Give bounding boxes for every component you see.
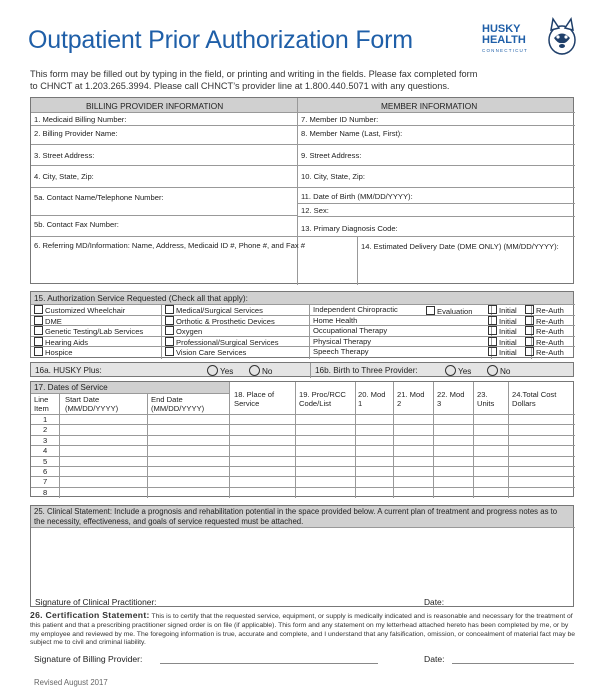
field-member-street[interactable]: 9. Street Address: — [301, 151, 362, 160]
evaluation-checkbox[interactable] — [426, 306, 435, 315]
checkbox-icon[interactable] — [34, 326, 43, 335]
col-start-date: Start Date (MM/DD/YYYY) — [65, 395, 119, 413]
field-provider-city[interactable]: 4. City, State, Zip: — [34, 172, 94, 181]
husky-plus-label: 16a. HUSKY Plus: — [35, 366, 102, 375]
initial-option[interactable]: Initial — [488, 316, 517, 326]
col-proc-code: 19. Proc/RCC Code/List — [299, 390, 346, 408]
radio-icon[interactable] — [207, 365, 218, 376]
checkbox-icon[interactable] — [165, 337, 174, 346]
field-member-id[interactable]: 7. Member ID Number: — [301, 115, 379, 124]
certification-statement — [30, 611, 578, 648]
col-mod1: 20. Mod 1 — [358, 390, 386, 408]
service-option[interactable]: Occupational Therapy — [313, 326, 388, 335]
checkbox-icon[interactable] — [525, 347, 534, 356]
initial-option[interactable]: Initial — [488, 305, 517, 315]
member-header: MEMBER INFORMATION — [381, 101, 478, 111]
line-item-number: 7 — [43, 477, 48, 487]
table-row[interactable] — [60, 487, 574, 497]
page-title: Outpatient Prior Authorization Form — [28, 26, 413, 54]
husky-plus-yes[interactable]: Yes — [207, 365, 233, 376]
checkbox-icon[interactable] — [165, 305, 174, 314]
checkbox-icon[interactable] — [165, 347, 174, 356]
field-contact-fax[interactable]: 5b. Contact Fax Number: — [34, 220, 119, 229]
field-medicaid-billing-number[interactable]: 1. Medicaid Billing Number: — [34, 115, 127, 124]
radio-icon[interactable] — [487, 365, 498, 376]
logo-line2: HEALTH — [482, 34, 526, 46]
field-member-name[interactable]: 8. Member Name (Last, First): — [301, 129, 403, 138]
reauth-option[interactable]: Re-Auth — [525, 316, 564, 326]
service-option[interactable]: Speech Therapy — [313, 347, 369, 356]
table-row[interactable] — [60, 445, 574, 455]
initial-option[interactable]: Initial — [488, 326, 517, 336]
intro-text: This form may be filled out by typing in the field, or printing and writing in the fields. Please fax completed form to CHNCT at 1.203.265.3994. Please call CHNCT’s provider line at 1.800.440.5071 with any questions. — [30, 69, 478, 91]
certification-title: 26. Certification Statement: — [30, 610, 150, 620]
husky-plus-no[interactable]: No — [249, 365, 272, 376]
reauth-option[interactable]: Re-Auth — [525, 305, 564, 315]
field-billing-provider-name[interactable]: 2. Billing Provider Name: — [34, 129, 118, 138]
service-option[interactable]: Customized Wheelchair — [34, 305, 125, 315]
field-delivery-date[interactable]: 14. Estimated Delivery Date (DME ONLY) (MM/DD/YYYY): — [361, 242, 559, 251]
service-option[interactable]: Home Health — [313, 315, 358, 325]
col-place-of-service: 18. Place of Service — [234, 390, 275, 408]
field-contact-name-phone[interactable]: 5a. Contact Name/Telephone Number: — [34, 193, 164, 202]
checkbox-icon[interactable] — [34, 337, 43, 346]
birth-three-no[interactable]: No — [487, 365, 510, 376]
service-option[interactable]: DME — [34, 316, 62, 326]
field-sex[interactable]: 12. Sex: — [301, 206, 329, 215]
husky-health-logo — [482, 16, 582, 64]
line-item-number: 2 — [43, 425, 48, 435]
col-line-item: Line Item — [34, 395, 49, 413]
checkbox-icon[interactable] — [525, 326, 534, 335]
line-item-number: 5 — [43, 456, 48, 466]
table-row[interactable] — [60, 456, 574, 466]
billing-signature-line[interactable] — [160, 663, 378, 664]
col-end-date: End Date (MM/DD/YYYY) — [151, 395, 205, 413]
field-date-of-birth[interactable]: 11. Date of Birth (MM/DD/YYYY): — [301, 192, 413, 201]
table-row[interactable] — [60, 424, 574, 434]
table-row[interactable] — [60, 435, 574, 445]
service-option[interactable]: Oxygen — [165, 326, 202, 336]
checkbox-icon[interactable] — [165, 316, 174, 325]
revised-date: Revised August 2017 — [34, 678, 108, 687]
reauth-option[interactable]: Re-Auth — [525, 326, 564, 336]
reauth-option[interactable]: Re-Auth — [525, 337, 564, 347]
dates-header: 17. Dates of Service — [34, 383, 108, 392]
initial-option[interactable]: Initial — [488, 347, 517, 357]
service-option[interactable]: Hearing Aids — [34, 337, 88, 347]
line-item-number: 8 — [43, 487, 48, 497]
radio-icon[interactable] — [445, 365, 456, 376]
service-option[interactable]: Vision Care Services — [165, 347, 246, 357]
services-header: 15. Authorization Service Requested (Check all that apply): — [34, 294, 248, 303]
clinical-statement-input[interactable] — [31, 528, 575, 594]
clinician-signature-label: Signature of Clinical Practitioner: — [35, 597, 157, 607]
field-member-city[interactable]: 10. City, State, Zip: — [301, 172, 366, 181]
line-item-number: 3 — [43, 435, 48, 445]
checkbox-icon[interactable] — [165, 326, 174, 335]
clinical-section — [30, 505, 574, 607]
provider-header: BILLING PROVIDER INFORMATION — [86, 101, 224, 111]
radio-icon[interactable] — [249, 365, 260, 376]
col-mod3: 22. Mod 3 — [437, 390, 465, 408]
field-referring-md[interactable]: 6. Referring MD/Information: Name, Address, Medicaid ID #, Phone #, and Fax # — [34, 241, 305, 250]
clinical-statement-label: 25. Clinical Statement: Include a prognosis and rehabilitation potential in the space provided below. A current plan of treatment and progress notes as to the necessity, effectiveness, and goals of service requested must be attached. — [34, 507, 558, 526]
field-primary-diagnosis[interactable]: 13. Primary Diagnosis Code: — [301, 224, 398, 233]
checkbox-icon[interactable] — [488, 305, 497, 314]
line-item-number: 1 — [43, 415, 48, 424]
logo-line3: CONNECTICUT — [482, 48, 528, 53]
evaluation-option[interactable]: Evaluation — [426, 306, 472, 316]
checkbox-icon[interactable] — [488, 347, 497, 356]
billing-date-line[interactable] — [452, 663, 574, 664]
service-option[interactable]: Orthotic & Prosthetic Devices — [165, 316, 275, 326]
service-option[interactable]: Physical Therapy — [313, 336, 372, 346]
birth-three-label: 16b. Birth to Three Provider: — [315, 366, 418, 375]
certification-text: This is to certify that the requested service, equipment, or supply is medically indicated and is reasonable and necessary for the treatment of this patient and that a prescribing practitioner signed order is on file (if applicable). This form and any statement on my letterhead attached hereto has been completed by me, or by my employee and reviewed by me. The foregoing information is true, accurate and complete, and I understand that any falsification, omission, or concealment of material fact may be subject me to civil and criminal liability. — [30, 613, 576, 647]
line-item-number: 4 — [43, 446, 48, 456]
table-row[interactable] — [60, 414, 574, 424]
col-total-cost: 24.Total Cost Dollars — [512, 390, 557, 408]
service-table — [30, 381, 574, 497]
checkbox-icon[interactable] — [525, 305, 534, 314]
reauth-option[interactable]: Re-Auth — [525, 347, 564, 357]
table-row[interactable] — [60, 466, 574, 476]
table-row[interactable] — [60, 476, 574, 486]
service-option[interactable]: Medical/Surgical Services — [165, 305, 263, 315]
col-mod2: 21. Mod 2 — [397, 390, 425, 408]
husky-mascot-icon — [544, 16, 580, 60]
service-option[interactable]: Independent Chiropractic — [313, 305, 398, 314]
billing-date-label: Date: — [424, 654, 445, 664]
service-option[interactable]: Hospice — [34, 347, 72, 357]
billing-signature-label: Signature of Billing Provider: — [34, 654, 143, 664]
initial-option[interactable]: Initial — [488, 337, 517, 347]
checkbox-icon[interactable] — [34, 347, 43, 356]
service-option[interactable]: Genetic Testing/Lab Services — [34, 326, 143, 336]
services-section — [30, 291, 574, 358]
husky-plus-row — [30, 362, 574, 377]
checkbox-icon[interactable] — [34, 316, 43, 325]
line-item-number: 6 — [43, 467, 48, 476]
logo-line1: HUSKY — [482, 23, 521, 35]
provider-member-section — [30, 97, 574, 284]
checkbox-icon[interactable] — [488, 316, 497, 325]
clinician-date-label: Date: — [424, 597, 445, 607]
service-option[interactable]: Professional/Surgical Services — [165, 337, 279, 347]
checkbox-icon[interactable] — [488, 337, 497, 346]
checkbox-icon[interactable] — [525, 316, 534, 325]
checkbox-icon[interactable] — [525, 337, 534, 346]
birth-three-yes[interactable]: Yes — [445, 365, 471, 376]
field-provider-street[interactable]: 3. Street Address: — [34, 151, 95, 160]
checkbox-icon[interactable] — [34, 305, 43, 314]
checkbox-icon[interactable] — [488, 326, 497, 335]
col-units: 23. Units — [477, 390, 495, 408]
